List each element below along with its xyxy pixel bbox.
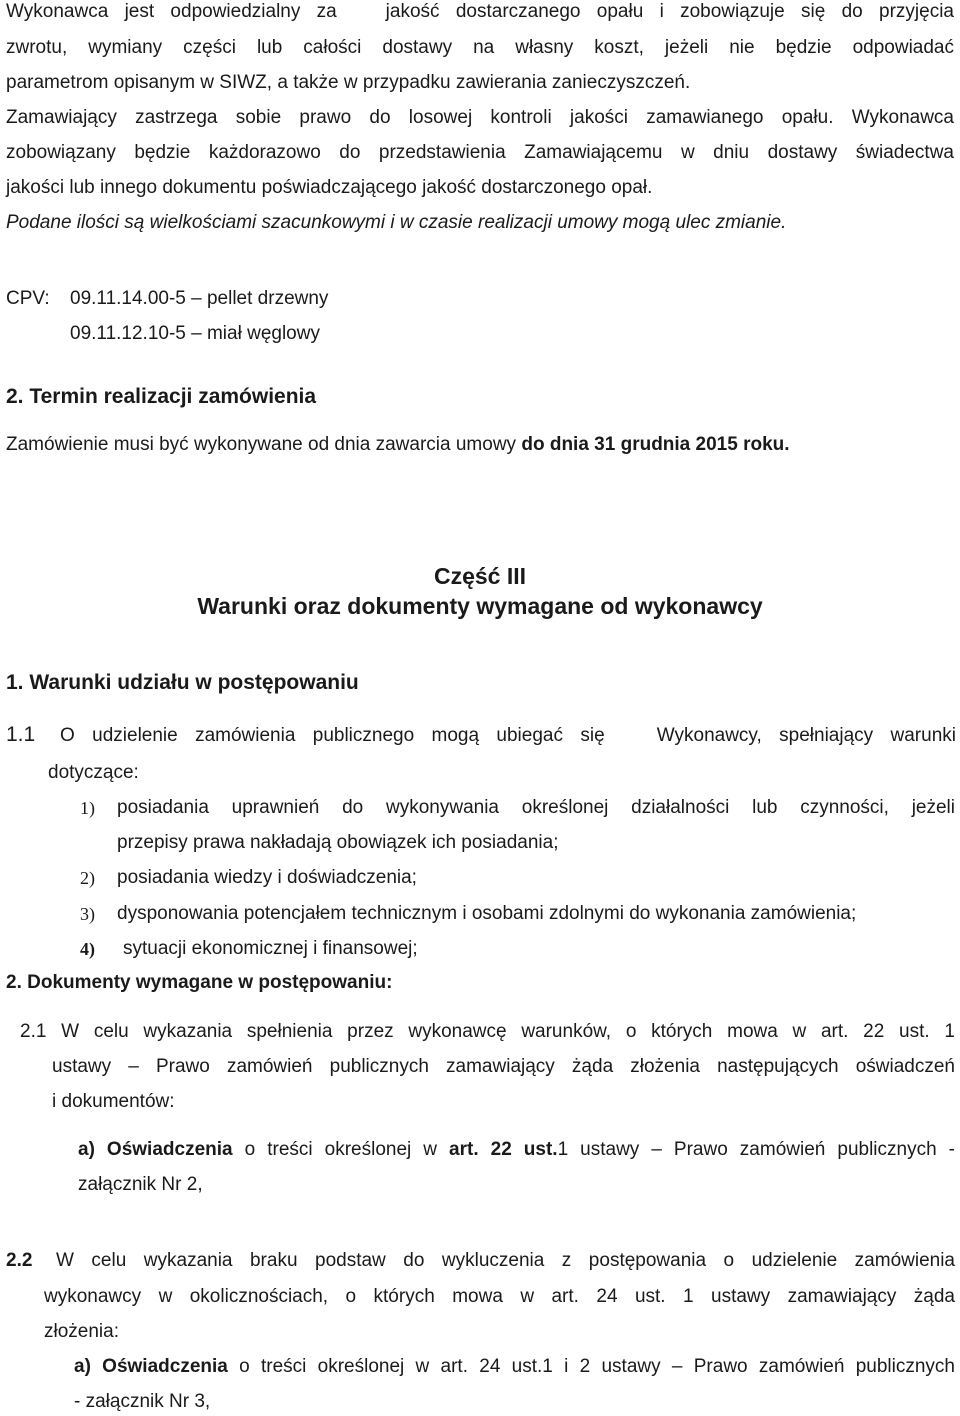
cpv-label: CPV: [6, 288, 50, 309]
list-item: dysponowania potencjałem technicznym i osobami zdolnymi do wykonania zamówienia; [117, 903, 857, 924]
para-line: jakości lub innego dokumentu poświadczającego jakość dostarczonego opał. [6, 177, 653, 198]
conditions-num: 1.1 [6, 723, 36, 746]
list-item: sytuacji ekonomicznej i finansowej; [123, 938, 418, 959]
section-heading: 2. Termin realizacji zamówienia [6, 385, 317, 408]
list-number: 4) [80, 939, 95, 959]
list-number: 2) [80, 868, 95, 888]
doc-para-line: złożenia: [44, 1321, 119, 1342]
conditions-intro [60, 726, 956, 745]
doc-para-line: 2.1 W celu wykazania spełnienia przez wykonawcę warunków, o których mowa w art. 22 ust. 1 [20, 1021, 955, 1042]
cpv-desc: miał węglowy [206, 323, 320, 344]
statement-item [74, 1357, 955, 1376]
statement-text: o treści określonej w [244, 1139, 437, 1160]
part-title: Część III [433, 563, 527, 589]
para-line [6, 2, 954, 21]
doc-para-line: ustawy – Prawo zamówień publicznych zamawiający żąda złożenia następujących oświadczeń [52, 1056, 955, 1077]
list-item: posiadania wiedzy i doświadczenia; [117, 867, 417, 888]
list-number: 3) [80, 904, 95, 924]
para-text: jakość dostarczanego opału i zobowiązuje się do przyjęcia [385, 1, 954, 22]
doc-para-num: 2.2 [6, 1250, 33, 1271]
doc-para-line: W celu wykazania braku podstaw do wykluczenia z postępowania o udzielenie zamówienia [56, 1250, 955, 1271]
part-subtitle: Warunki oraz dokumenty wymagane od wykonawcy [197, 593, 763, 619]
statement-label: a) Oświadczenia [74, 1356, 228, 1377]
section-text [6, 435, 790, 454]
statement-cont: - załącznik Nr 3, [74, 1391, 211, 1412]
list-number: 1) [80, 798, 95, 818]
statement-item [78, 1140, 955, 1159]
list-item-cont: przepisy prawa nakładają obowiązek ich posiadania; [117, 832, 559, 853]
conditions-intro-cont: dotyczące: [48, 762, 139, 783]
para-line: Zamawiający zastrzega sobie prawo do losowej kontroli jakości zamawianego opału. Wykonawca [6, 107, 954, 128]
intro-text: Wykonawcy, spełniający warunki [656, 725, 956, 746]
para-line: zwrotu, wymiany części lub całości dostawy na własny koszt, jeżeli nie będzie odpowiadać [6, 37, 954, 58]
cpv-code: 09.11.12.10-5 [70, 323, 186, 344]
documents-heading: 2. Dokumenty wymagane w postępowaniu: [6, 972, 393, 993]
statement-label: a) Oświadczenia [78, 1139, 233, 1160]
cpv-code: 09.11.14.00-5 [70, 288, 186, 309]
intro-text: O udzielenie zamówienia publicznego mogą ubiegać się [60, 725, 605, 746]
conditions-heading: 1. Warunki udziału w postępowaniu [6, 671, 359, 694]
doc-para-line: wykonawcy w okolicznościach, o których mowa w art. 24 ust. 1 ustawy zamawiający żąda [44, 1286, 955, 1307]
statement-ref: art. 22 ust. [449, 1139, 558, 1160]
para-text: Wykonawca jest odpowiedzialny za [6, 1, 337, 22]
section-text-main: Zamówienie musi być wykonywane od dnia zawarcia umowy [6, 434, 517, 455]
note-line: Podane ilości są wielkościami szacunkowymi i w czasie realizacji umowy mogą ulec zmianie. [6, 212, 787, 233]
cpv-desc: pellet drzewny [206, 288, 329, 309]
cpv-entry: 09.11.14.00-5 – pellet drzewny [70, 288, 329, 309]
section-text-bold: do dnia 31 grudnia 2015 roku. [521, 434, 790, 455]
cpv-entry: 09.11.12.10-5 – miał węglowy [70, 323, 320, 344]
doc-para-line: i dokumentów: [52, 1091, 175, 1112]
list-item: posiadania uprawnień do wykonywania określonej działalności lub czynności, jeżeli [117, 797, 955, 818]
statement-text: o treści określonej w art. 24 ust.1 i 2 ustawy – Prawo zamówień publicznych [239, 1356, 955, 1377]
statement-cont: załącznik Nr 2, [78, 1174, 203, 1195]
para-line: parametrom opisanym w SIWZ, a także w przypadku zawierania zanieczyszczeń. [6, 72, 691, 93]
statement-text: 1 ustawy – Prawo zamówień publicznych - [557, 1139, 956, 1160]
para-line: zobowiązany będzie każdorazowo do przedstawienia Zamawiającemu w dniu dostawy świadectwa [6, 142, 954, 163]
